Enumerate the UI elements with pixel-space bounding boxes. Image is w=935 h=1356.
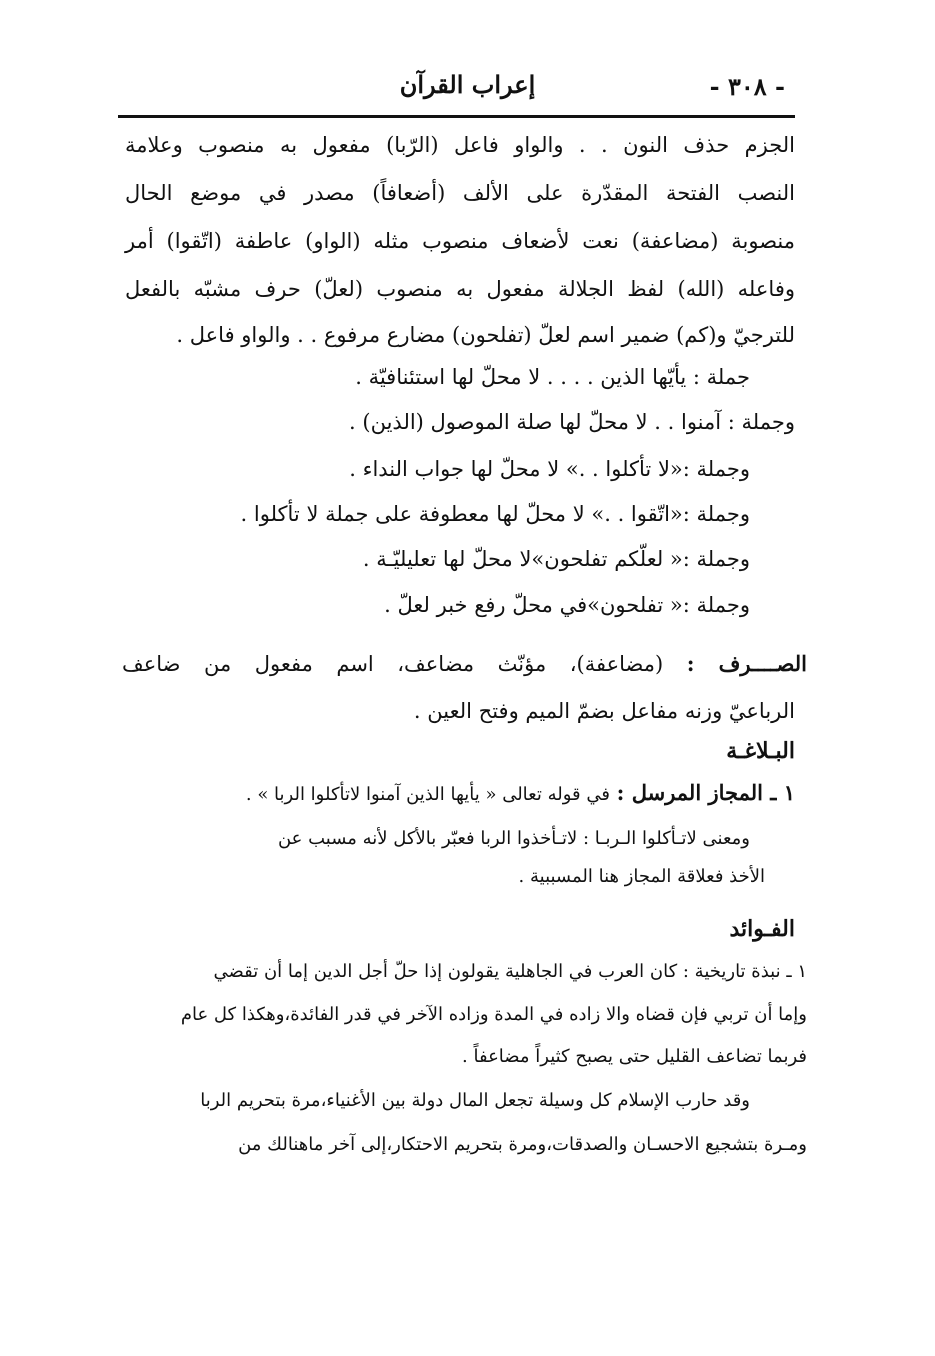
balagha-explain: الأخذ فعلاقة المجاز هنا المسببية .: [518, 866, 765, 887]
fawaid-line: وإما أن تربي فإن قضاه والا زاده في المدة وزاده الآخر في قدر الفائدة،وهكذا كل عام: [180, 1004, 807, 1025]
paragraph-line: منصوبة (مضاعفة) نعت لأضعاف منصوب مثله (الواو) عاطفة (اتّقوا) أمر: [125, 229, 795, 253]
sarf-line: [122, 647, 807, 681]
sentence-line: وجملة :«اتّقوا . .» لا محلّ لها معطوفة على جملة لا تأكلوا .: [240, 502, 750, 526]
sentence-line: وجملة :« تفلحون»في محلّ رفع خبر لعلّ .: [384, 593, 750, 617]
page-title: إعراب القرآن: [399, 70, 536, 99]
balagha-item: [246, 776, 795, 812]
balagha-explain: ومعنى لاتـأكلوا الـربـا : لاتـأخذوا الربا فعبّر بالأكل لأنه مسبب عن: [277, 828, 750, 849]
sarf-text: (مضاعفة)، مؤنّث مضاعف، اسم مفعول من ضاعف: [122, 652, 664, 676]
paragraph-line: وفاعله (الله) لفظ الجلالة مفعول به منصوب (لعلّ) حرف مشبّه بالفعل: [125, 277, 795, 301]
balagha-item-label: ١ ـ المجاز المرسل :: [616, 780, 795, 805]
balagha-item-text: في قوله تعالى « يأيها الذين آمنوا لاتأكلوا الربا » .: [245, 784, 610, 805]
fawaid-line: فربما تضاعف القليل حتى يصبح كثيراً مضاعفاً .: [462, 1046, 807, 1067]
fawaid-line: ١ ـ نبذة تاريخية : كان العرب في الجاهلية يقولون إذا حلّ أجل الدين إما أن تقضي: [213, 961, 807, 982]
sentence-line: وجملة :« لعلّكم تفلحون»لا محلّ لها تعليليّـة .: [362, 547, 750, 571]
fawaid-line: وقد حارب الإسلام كل وسيلة تجعل المال دولة بين الأغنياء،مرة بتحريم الربا: [200, 1090, 750, 1111]
paragraph-line: النصب الفتحة المقدّرة على الألف (أضعافاً) مصدر في موضع الحال: [125, 181, 795, 205]
sarf-label: الصــــرف :: [686, 651, 807, 676]
sentence-line: جملة : يأيّها الذين . . . . لا محلّ لها استئنافيّة .: [355, 365, 750, 389]
fawaid-line: ومـرة بتشجيع الاحسـان والصدقات،ومرة بتحريم الاحتكار،إلى آخر ماهنالك من: [238, 1134, 807, 1155]
paragraph-line: الجزم حذف النون . . والواو فاعل (الرّبا) مفعول به منصوب وعلامة: [125, 133, 795, 157]
fawaid-heading: الفـوائد: [729, 916, 795, 942]
paragraph-line: للترجيّ و(كم) ضمير اسم لعلّ (تفلحون) مضارع مرفوع . . والواو فاعل .: [176, 323, 795, 347]
sentence-line: وجملة :«لا تأكلوا . .» لا محلّ لها جواب النداء .: [349, 457, 750, 481]
sarf-line-2: الرباعيّ وزنه مفاعل بضمّ الميم وفتح العين .: [413, 699, 795, 723]
header-divider: [118, 115, 795, 118]
sentence-line: وجملة : آمنوا . . لا محلّ لها صلة الموصول (الذين) .: [349, 410, 795, 434]
balagha-heading: البـلاغـة: [726, 738, 795, 764]
page-number: - ٣٠٨ -: [709, 72, 785, 101]
